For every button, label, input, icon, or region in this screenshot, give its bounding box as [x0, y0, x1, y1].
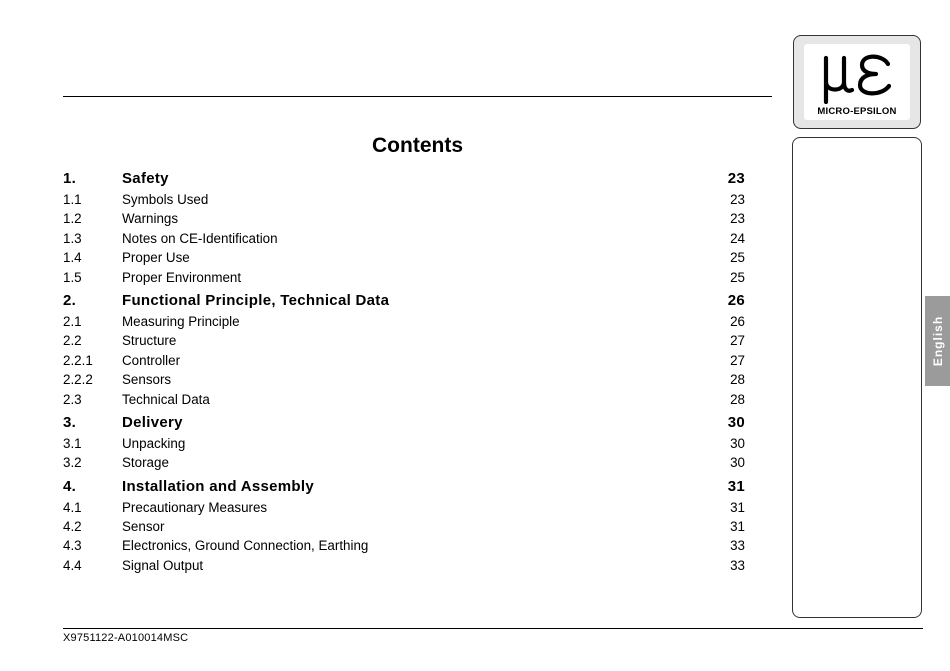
- toc-number: 1.: [63, 170, 77, 187]
- toc-label: Unpacking: [122, 435, 186, 451]
- toc-section-row[interactable]: [63, 372, 745, 391]
- language-tab-label: English: [930, 315, 945, 367]
- toc-section-row[interactable]: [63, 314, 745, 333]
- toc-section-row[interactable]: [63, 436, 745, 455]
- toc-label: Delivery: [122, 413, 183, 431]
- toc-page-number: 33: [730, 557, 745, 573]
- toc-label: Electronics, Ground Connection, Earthing: [122, 538, 369, 554]
- table-of-contents: [63, 167, 745, 577]
- toc-label: Precautionary Measures: [122, 499, 268, 515]
- toc-page-number: 26: [727, 291, 745, 309]
- toc-page-number: 30: [730, 455, 745, 471]
- toc-label: Functional Principle, Technical Data: [122, 291, 390, 309]
- toc-page-number: 23: [730, 211, 745, 227]
- toc-label: Sensor: [122, 519, 165, 535]
- toc-label: Controller: [122, 352, 181, 368]
- toc-page-number: 31: [730, 499, 745, 515]
- toc-chapter-row[interactable]: [63, 167, 745, 192]
- toc-section-row[interactable]: [63, 231, 745, 250]
- toc-section-row[interactable]: [63, 333, 745, 352]
- toc-number: 1.4: [63, 250, 82, 266]
- toc-number: 3.2: [63, 455, 82, 471]
- toc-number: 2.2: [63, 333, 82, 349]
- toc-label: Technical Data: [122, 391, 210, 407]
- toc-section-row[interactable]: [63, 192, 745, 211]
- toc-page-number: 25: [730, 269, 745, 285]
- toc-section-row[interactable]: [63, 211, 745, 230]
- footer-rule: [63, 628, 923, 629]
- toc-page-number: 28: [730, 391, 745, 407]
- toc-number: 4.: [63, 477, 77, 495]
- toc-page-number: 30: [730, 435, 745, 451]
- toc-section-row[interactable]: [63, 270, 745, 289]
- toc-number: 3.: [63, 413, 77, 431]
- toc-label: Measuring Principle: [122, 313, 240, 329]
- toc-section-row[interactable]: [63, 250, 745, 269]
- mu-epsilon-logo-icon: [818, 48, 898, 104]
- toc-number: 2.2.1: [63, 352, 93, 368]
- toc-chapter-row[interactable]: [63, 289, 745, 314]
- toc-section-row[interactable]: [63, 455, 745, 474]
- toc-number: 1.3: [63, 230, 82, 246]
- toc-label: Proper Environment: [122, 269, 242, 285]
- toc-number: 4.3: [63, 538, 82, 554]
- toc-number: 4.2: [63, 519, 82, 535]
- page-title: Contents: [372, 134, 463, 157]
- toc-label: Warnings: [122, 211, 179, 227]
- side-panel: [792, 137, 922, 618]
- toc-page-number: 27: [730, 333, 745, 349]
- toc-number: 4.1: [63, 499, 82, 515]
- language-tab[interactable]: [925, 296, 950, 386]
- toc-chapter-row[interactable]: [63, 475, 745, 500]
- toc-number: 1.2: [63, 211, 82, 227]
- toc-section-row[interactable]: [63, 519, 745, 538]
- toc-page-number: 26: [730, 313, 745, 329]
- toc-page-number: 25: [730, 250, 745, 266]
- toc-section-row[interactable]: [63, 392, 745, 411]
- toc-page-number: 23: [727, 170, 745, 187]
- toc-label: Proper Use: [122, 250, 190, 266]
- toc-section-row[interactable]: [63, 500, 745, 519]
- header-rule: [63, 96, 772, 97]
- toc-section-row[interactable]: [63, 538, 745, 557]
- toc-page-number: 28: [730, 372, 745, 388]
- toc-number: 2.3: [63, 391, 82, 407]
- toc-number: 3.1: [63, 435, 82, 451]
- toc-section-row[interactable]: [63, 558, 745, 577]
- toc-label: Safety: [122, 170, 169, 187]
- toc-page-number: 30: [727, 413, 745, 431]
- toc-number: 2.: [63, 291, 77, 309]
- toc-chapter-row[interactable]: [63, 411, 745, 436]
- toc-label: Notes on CE-Identification: [122, 230, 278, 246]
- toc-page-number: 27: [730, 352, 745, 368]
- toc-number: 4.4: [63, 557, 82, 573]
- toc-page-number: 24: [730, 230, 745, 246]
- toc-number: 1.1: [63, 192, 82, 207]
- toc-page-number: 31: [730, 519, 745, 535]
- toc-label: Installation and Assembly: [122, 477, 314, 495]
- toc-number: 1.5: [63, 269, 82, 285]
- toc-label: Storage: [122, 455, 169, 471]
- micro-epsilon-logo: [793, 35, 921, 129]
- toc-label: Signal Output: [122, 557, 204, 573]
- toc-label: Sensors: [122, 372, 172, 388]
- toc-number: 2.1: [63, 313, 82, 329]
- logo-wordmark: MICRO-EPSILON: [817, 106, 897, 117]
- document-id: X9751122-A010014MSC: [63, 632, 189, 644]
- toc-label: Symbols Used: [122, 192, 209, 207]
- toc-page-number: 23: [730, 192, 745, 207]
- toc-page-number: 31: [727, 477, 745, 495]
- toc-page-number: 33: [730, 538, 745, 554]
- toc-number: 2.2.2: [63, 372, 93, 388]
- toc-section-row[interactable]: [63, 353, 745, 372]
- toc-label: Structure: [122, 333, 177, 349]
